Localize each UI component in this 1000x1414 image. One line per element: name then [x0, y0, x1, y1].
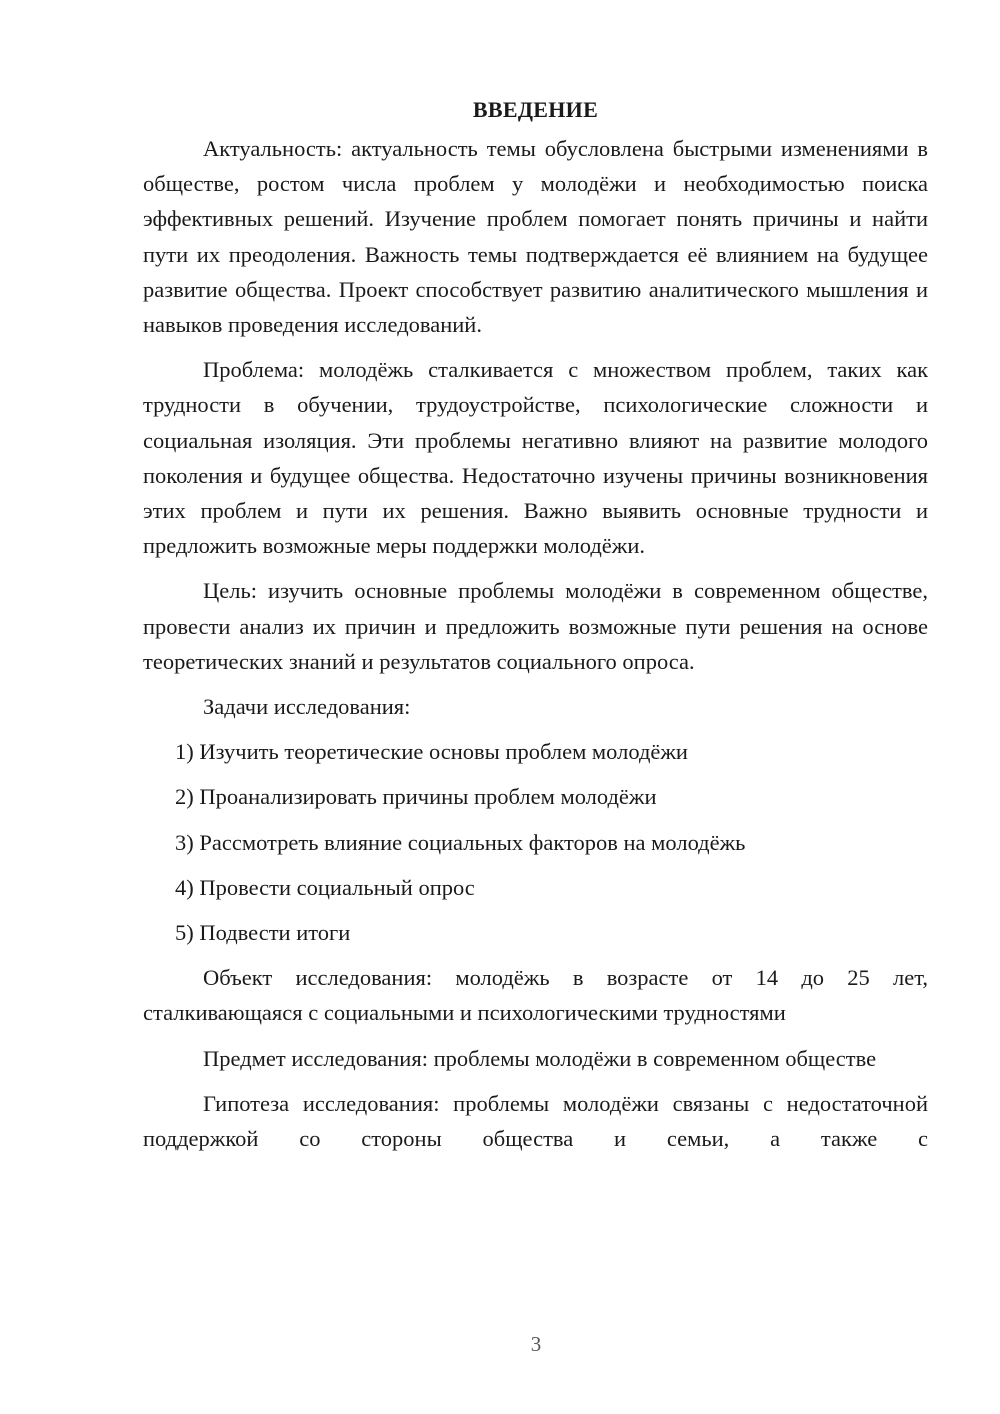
task-item: 5) Подвести итоги	[175, 920, 351, 946]
paragraph-object: Объект исследования: молодёжь в возрасте от 14 до 25 лет, сталкивающаяся с социальными и психологическими трудностями	[143, 965, 928, 1026]
task-item: 1) Изучить теоретические основы проблем молодёжи	[175, 739, 688, 765]
paragraph-relevance: Актуальность: актуальность темы обусловлена быстрыми изменениями в обществе, ростом числа проблем у молодёжи и необходимостью поиска эффективных решений. Изучение проблем помогает понять причины и найти пути их преодоления. Важность темы подтверждается её влиянием на будущее развитие общества. Проект способствует развитию аналитического мышления и навыков проведения исследований.	[143, 136, 928, 338]
paragraph-goal: Цель: изучить основные проблемы молодёжи в современном обществе, провести анализ их причин и предложить возможные пути решения на основе теоретических знаний и результатов социального опроса.	[143, 578, 928, 674]
task-list	[143, 734, 928, 950]
task-item: 4) Провести социальный опрос	[175, 874, 475, 900]
section-heading: ВВЕДЕНИЕ	[472, 97, 599, 122]
document-page	[143, 95, 928, 1166]
tasks-title: Задачи исследования:	[203, 694, 411, 720]
paragraph-subject: Предмет исследования: проблемы молодёжи в современном обществе	[203, 1045, 877, 1071]
page-number: 3	[530, 1332, 542, 1356]
task-item: 2) Проанализировать причины проблем молодёжи	[175, 784, 657, 810]
task-item: 3) Рассмотреть влияние социальных факторов на молодёжь	[175, 829, 746, 855]
paragraph-problem: Проблема: молодёжь сталкивается с множеством проблем, таких как трудности в обучении, трудоустройстве, психологические сложности и социальная изоляция. Эти проблемы негативно влияют на развитие молодого поколения и будущее общества. Недостаточно изучены причины возникновения этих проблем и пути их решения. Важно выявить основные трудности и предложить возможные меры поддержки молодёжи.	[143, 357, 928, 559]
paragraph-hypothesis: Гипотеза исследования: проблемы молодёжи связаны с недостаточной поддержкой со стороны общества и семьи, а также с	[143, 1090, 928, 1152]
